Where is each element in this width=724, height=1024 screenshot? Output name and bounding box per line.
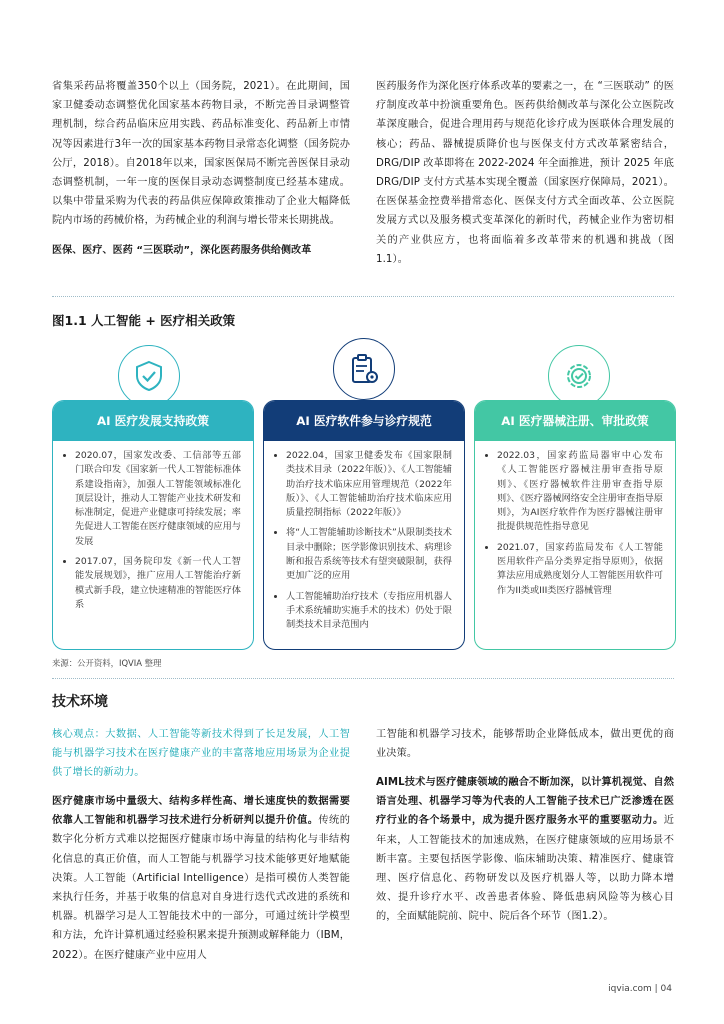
list-item: • 将“人工智能辅助诊断技术”从限制类技术目录中删除；医学影像识别技术、病理诊断和报告系统等技术有望突破限制，获得更加广泛的应用 bbox=[286, 526, 452, 583]
page-footer: iqvia.com | 04 bbox=[608, 984, 672, 994]
left-body-bold: 医疗健康市场中量级大、结构多样性高、增长速度快的数据需要依靠人工智能和机器学习技术进行分析研判以提升价值。 bbox=[52, 796, 350, 827]
list-item: • 2020.07，国家发改委、工信部等五部门联合印发《国家新一代人工智能标准体系建设指南》，加强人工智能领域标准化顶层设计，推动人工智能产业技术研发和标准制定，促进产业健康可持续发展；率先促进人工智能在医疗健康领域的应用与发展 bbox=[75, 449, 241, 549]
left-body bbox=[52, 792, 350, 965]
card-header: AI 医疗软件参与诊疗规范 bbox=[264, 401, 464, 441]
list-item: • 2021.07，国家药监局发布《人工智能医用软件产品分类界定指导原则》，依据算法应用成熟度划分人工智能医用软件可作为II类或III类医疗器械管理 bbox=[497, 541, 663, 598]
divider bbox=[52, 678, 674, 679]
divider bbox=[52, 296, 674, 297]
right-body bbox=[376, 773, 674, 927]
list-item: • 2017.07，国务院印发《新一代人工智能发展规划》，推广应用人工智能治疗新模式新手段，建立快速精准的智能医疗体系 bbox=[75, 555, 241, 612]
shield-check-icon bbox=[118, 345, 180, 407]
card-list bbox=[475, 449, 675, 598]
card-list bbox=[264, 449, 464, 633]
figure-title: 图1.1 人工智能 + 医疗相关政策 bbox=[52, 313, 236, 328]
card-header: AI 医疗器械注册、审批政策 bbox=[475, 401, 675, 441]
clipboard-gear-icon bbox=[333, 338, 395, 400]
right-body-bold: AIML技术与医疗健康领域的融合不断加深，以计算机视觉、自然语言处理、机器学习等为代表的人工智能子技术已广泛渗透在医疗行业的各个场景中，成为提升医疗服务水平的重要驱动力。 bbox=[376, 777, 674, 827]
left-body-text: 传统的数字化分析方式难以挖掘医疗健康市场中海量的结构化与非结构化信息的真正价值，而人工智能与机器学习技术能够更好地赋能决策。人工智能（Artificial Intelligence）是指可模仿人类智能来执行任务，并基于收集的信息对自身进行迭代式改进的系统和机器。机器学习是人工智能技术中的一部分，可通过统计学模型和方法，允许计算机通过经验积累来提升预测或解释能力（IBM，2022）。在医疗健康产业中应用人 bbox=[52, 815, 350, 961]
section-title: 技术环境 bbox=[52, 694, 108, 710]
gear-check-icon bbox=[548, 345, 610, 407]
top-left-paragraph: 省集采药品将覆盖350个以上（国务院，2021）。在此期间，国家卫健委动态调整优化国家基本药物目录，不断完善目录调整管理机制，综合药品临床应用实践、药品标准变化、药品新上市情况等因素进行3年一次的国家基本药物目录常态化调整（国务院办公厅，2018）。自2018年以来，国家医保局不断完善医保目录动态调整机制，一年一度的医保目录动态调整制度已经基本建成。以集中带量采购为代表的药品供应保障政策推动了企业大幅降低院内市场的药械价格，为药械企业的利润与增长带来长期挑战。 bbox=[52, 81, 350, 227]
key-point: 核心观点：大数据、人工智能等新技术得到了长足发展，人工智能与机器学习技术在医疗健康产业的丰富落地应用场景为企业提供了增长的新动力。 bbox=[52, 729, 350, 779]
right-body-top: 工智能和机器学习技术，能够帮助企业降低成本，做出更优的商业决策。 bbox=[376, 729, 674, 760]
top-right-paragraph: 医药服务作为深化医疗体系改革的要素之一，在 “三医联动” 的医疗制度改革中扮演重要角色。医药供给侧改革与深化公立医院改革深度融合，促进合理用药与规范化诊疗成为医联体合理发展的核心；药品、器械提质降价也与医保支付方式改革紧密结合，DRG/DIP 改革即将在 2022-2024 年全面推进，预计 2025 年底 DRG/DIP 支付方式基本实现全覆盖（国家医疗保障局，2021）。在医保基金控费举措常态化、医保支付方式全面改革、公立医院发展方式以及服务模式变革深化的新时代，药械企业作为密切相关的产业供应方，也将面临着多改革带来的机遇和挑战（图 1.1）。 bbox=[376, 81, 674, 265]
figure-source: 来源：公开资料，IQVIA 整理 bbox=[52, 658, 162, 668]
list-item: • 人工智能辅助治疗技术（专指应用机器人手术系统辅助实施手术的技术）仍处于限制类技术目录范围内 bbox=[286, 590, 452, 633]
top-left-subheading: 医保、医疗、医药 “三医联动”，深化医药服务供给侧改革 bbox=[52, 245, 312, 256]
policy-card-ai-support bbox=[52, 400, 254, 650]
policy-card-ai-device bbox=[474, 400, 676, 650]
list-item: • 2022.04，国家卫健委发布《国家限制类技术目录（2022年版）》、《人工智能辅助治疗技术临床应用管理规范（2022年版）》、《人工智能辅助治疗技术临床应用质量控制指标（2022年版）》 bbox=[286, 449, 452, 520]
policy-card-ai-software bbox=[263, 400, 465, 650]
card-list bbox=[53, 449, 253, 612]
right-body-text: 近年来，人工智能技术的加速成熟，在医疗健康领域的应用场景不断丰富。主要包括医学影像、临床辅助决策、精准医疗、健康管理、医疗信息化、药物研发以及医疗机器人等，以助力降本增效、提升诊疗水平、改善患者体验、降低患病风险等为核心目的，全面赋能院前、院中、院后各个环节（图1.2）。 bbox=[376, 815, 674, 923]
card-header: AI 医疗发展支持政策 bbox=[53, 401, 253, 441]
list-item: • 2022.03，国家药监局器审中心发布《人工智能医疗器械注册审查指导原则》、《医疗器械软件注册审查指导原则》、《医疗器械网络安全注册审查指导原则》，为AI医疗软件作为医疗器械注册审批提供规范性指导意见 bbox=[497, 449, 663, 535]
